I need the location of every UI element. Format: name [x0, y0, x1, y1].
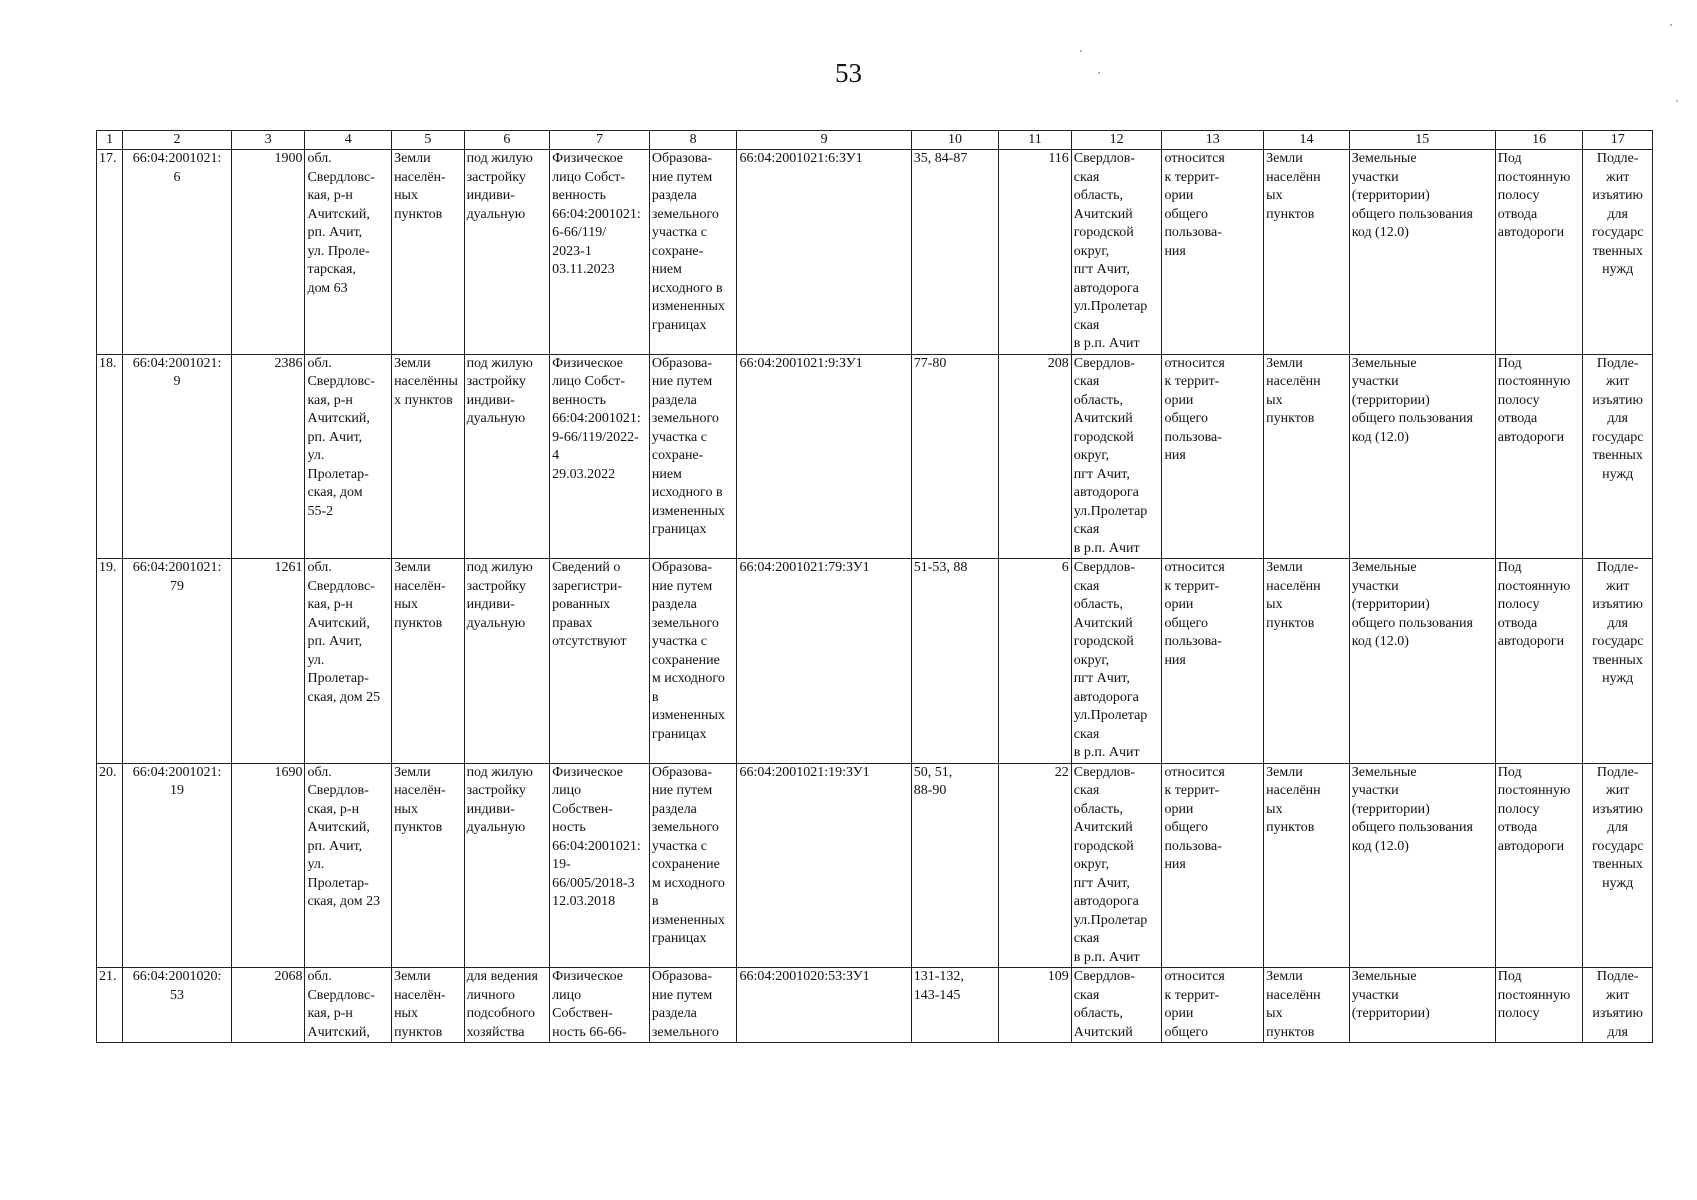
land-category: Земли населён- ных пунктов — [392, 968, 465, 1043]
purpose: Под постоянную полосу отвода автодороги — [1495, 150, 1583, 355]
scan-speck — [1670, 24, 1672, 26]
new-plot-location: Свердлов- ская область, Ачитский — [1071, 968, 1162, 1043]
scan-speck — [1098, 72, 1100, 74]
new-plot-location: Свердлов- ская область, Ачитский городской округ, пгт Ачит, автодорога ул.Пролетар ская в р.п. Ачит — [1071, 150, 1162, 355]
purpose: Под постоянную полосу отвода автодороги — [1495, 763, 1583, 968]
new-permitted-use: Земельные участки (территории) общего пользования код (12.0) — [1349, 150, 1495, 355]
land-plots-table — [96, 130, 1653, 1043]
column-number: 13 — [1162, 131, 1264, 150]
plot-address: обл. Свердловс- кая, р-н Ачитский, рп. Ачит, ул. Пролетар- ская, дом 55-2 — [305, 354, 392, 559]
new-plot-location: Свердлов- ская область, Ачитский городской округ, пгт Ачит, автодорога ул.Пролетар ская в р.п. Ачит — [1071, 763, 1162, 968]
boundary-points: 51-53, 88 — [911, 559, 999, 764]
plot-address: обл. Свердловс- кая, р-н Ачитский, рп. Ачит, ул. Проле- тарская, дом 63 — [305, 150, 392, 355]
formation-method: Образова- ние путем раздела земельного участка с сохране- нием исходного в измененных границах — [649, 150, 737, 355]
new-land-category: Земли населённ ых пунктов — [1264, 968, 1350, 1043]
row-number: 20. — [97, 763, 123, 968]
new-plot-area: 109 — [999, 968, 1072, 1043]
new-plot-area: 208 — [999, 354, 1072, 559]
note: Подле- жит изъятию для государс твенных нужд — [1583, 763, 1653, 968]
page-number: 53 — [835, 58, 862, 88]
column-number: 2 — [123, 131, 232, 150]
table-row — [97, 968, 1653, 1043]
note: Подле- жит изъятию для государс твенных нужд — [1583, 150, 1653, 355]
column-number: 7 — [550, 131, 650, 150]
rights-info: Физическое лицо Собст- венность 66:04:2001021: 9-66/119/2022- 4 29.03.2022 — [550, 354, 650, 559]
table-row — [97, 559, 1653, 764]
rights-info: Физическое лицо Собст- венность 66:04:2001021: 6-66/119/ 2023-1 03.11.2023 — [550, 150, 650, 355]
column-number: 17 — [1583, 131, 1653, 150]
rights-info: Физическое лицо Собствен- ность 66-66- — [550, 968, 650, 1043]
table-row — [97, 763, 1653, 968]
land-category: Земли населён- ных пунктов — [392, 559, 465, 764]
new-land-category: Земли населённ ых пунктов — [1264, 763, 1350, 968]
territory-relation: относится к террит- ории общего пользова- ния — [1162, 559, 1264, 764]
rights-info: Сведений о зарегистри- рованных правах отсутствуют — [550, 559, 650, 764]
new-plot-designation: 66:04:2001020:53:ЗУ1 — [737, 968, 911, 1043]
territory-relation: относится к террит- ории общего пользова- ния — [1162, 763, 1264, 968]
note: Подле- жит изъятию для государс твенных нужд — [1583, 559, 1653, 764]
new-plot-designation: 66:04:2001021:6:ЗУ1 — [737, 150, 911, 355]
new-plot-location: Свердлов- ская область, Ачитский городской округ, пгт Ачит, автодорога ул.Пролетар ская в р.п. Ачит — [1071, 354, 1162, 559]
row-number: 17. — [97, 150, 123, 355]
land-category: Земли населён- ных пунктов — [392, 763, 465, 968]
cadastral-number: 66:04:2001021: 79 — [123, 559, 232, 764]
row-number: 21. — [97, 968, 123, 1043]
column-number: 4 — [305, 131, 392, 150]
new-land-category: Земли населённ ых пунктов — [1264, 150, 1350, 355]
plot-area: 1900 — [231, 150, 305, 355]
plot-area: 1690 — [231, 763, 305, 968]
rights-info: Физическое лицо Собствен- ность 66:04:2001021: 19- 66/005/2018-3 12.03.2018 — [550, 763, 650, 968]
cadastral-number: 66:04:2001020: 53 — [123, 968, 232, 1043]
new-plot-designation: 66:04:2001021:19:ЗУ1 — [737, 763, 911, 968]
new-permitted-use: Земельные участки (территории) — [1349, 968, 1495, 1043]
cadastral-number: 66:04:2001021: 19 — [123, 763, 232, 968]
plot-address: обл. Свердловс- кая, р-н Ачитский, рп. Ачит, ул. Пролетар- ская, дом 25 — [305, 559, 392, 764]
note: Подле- жит изъятию для государс твенных нужд — [1583, 354, 1653, 559]
column-number: 6 — [464, 131, 550, 150]
row-number: 19. — [97, 559, 123, 764]
territory-relation: относится к террит- ории общего — [1162, 968, 1264, 1043]
column-number: 12 — [1071, 131, 1162, 150]
boundary-points: 77-80 — [911, 354, 999, 559]
column-number: 10 — [911, 131, 999, 150]
column-number: 9 — [737, 131, 911, 150]
cadastral-number: 66:04:2001021: 9 — [123, 354, 232, 559]
land-category: Земли населённы х пунктов — [392, 354, 465, 559]
boundary-points: 35, 84-87 — [911, 150, 999, 355]
table-row — [97, 150, 1653, 355]
column-number: 5 — [392, 131, 465, 150]
new-permitted-use: Земельные участки (территории) общего пользования код (12.0) — [1349, 559, 1495, 764]
permitted-use: для ведения личного подсобного хозяйства — [464, 968, 550, 1043]
plot-area: 1261 — [231, 559, 305, 764]
formation-method: Образова- ние путем раздела земельного участка с сохранение м исходного в измененных границах — [649, 763, 737, 968]
column-number-row — [97, 131, 1653, 150]
new-land-category: Земли населённ ых пунктов — [1264, 559, 1350, 764]
purpose: Под постоянную полосу — [1495, 968, 1583, 1043]
row-number: 18. — [97, 354, 123, 559]
purpose: Под постоянную полосу отвода автодороги — [1495, 559, 1583, 764]
permitted-use: под жилую застройку индиви- дуальную — [464, 763, 550, 968]
territory-relation: относится к террит- ории общего пользова- ния — [1162, 150, 1264, 355]
column-number: 3 — [231, 131, 305, 150]
new-plot-location: Свердлов- ская область, Ачитский городской округ, пгт Ачит, автодорога ул.Пролетар ская в р.п. Ачит — [1071, 559, 1162, 764]
purpose: Под постоянную полосу отвода автодороги — [1495, 354, 1583, 559]
new-plot-area: 116 — [999, 150, 1072, 355]
scan-speck — [1080, 50, 1082, 52]
column-number: 15 — [1349, 131, 1495, 150]
new-permitted-use: Земельные участки (территории) общего пользования код (12.0) — [1349, 763, 1495, 968]
scan-speck — [1676, 100, 1678, 102]
formation-method: Образова- ние путем раздела земельного — [649, 968, 737, 1043]
column-number: 16 — [1495, 131, 1583, 150]
permitted-use: под жилую застройку индиви- дуальную — [464, 559, 550, 764]
plot-area: 2068 — [231, 968, 305, 1043]
cadastral-number: 66:04:2001021: 6 — [123, 150, 232, 355]
plot-address: обл. Свердлов- ская, р-н Ачитский, рп. Ачит, ул. Пролетар- ская, дом 23 — [305, 763, 392, 968]
new-plot-area: 6 — [999, 559, 1072, 764]
table-row — [97, 354, 1653, 559]
new-plot-area: 22 — [999, 763, 1072, 968]
note: Подле- жит изъятию для — [1583, 968, 1653, 1043]
plot-address: обл. Свердловс- кая, р-н Ачитский, — [305, 968, 392, 1043]
column-number: 8 — [649, 131, 737, 150]
boundary-points: 131-132, 143-145 — [911, 968, 999, 1043]
new-land-category: Земли населённ ых пунктов — [1264, 354, 1350, 559]
column-number: 11 — [999, 131, 1072, 150]
new-plot-designation: 66:04:2001021:9:ЗУ1 — [737, 354, 911, 559]
permitted-use: под жилую застройку индиви- дуальную — [464, 150, 550, 355]
formation-method: Образова- ние путем раздела земельного участка с сохране- нием исходного в измененных границах — [649, 354, 737, 559]
plot-area: 2386 — [231, 354, 305, 559]
land-category: Земли населён- ных пунктов — [392, 150, 465, 355]
territory-relation: относится к террит- ории общего пользова- ния — [1162, 354, 1264, 559]
boundary-points: 50, 51, 88-90 — [911, 763, 999, 968]
permitted-use: под жилую застройку индиви- дуальную — [464, 354, 550, 559]
column-number: 1 — [97, 131, 123, 150]
column-number: 14 — [1264, 131, 1350, 150]
formation-method: Образова- ние путем раздела земельного участка с сохранение м исходного в измененных границах — [649, 559, 737, 764]
new-plot-designation: 66:04:2001021:79:ЗУ1 — [737, 559, 911, 764]
new-permitted-use: Земельные участки (территории) общего пользования код (12.0) — [1349, 354, 1495, 559]
